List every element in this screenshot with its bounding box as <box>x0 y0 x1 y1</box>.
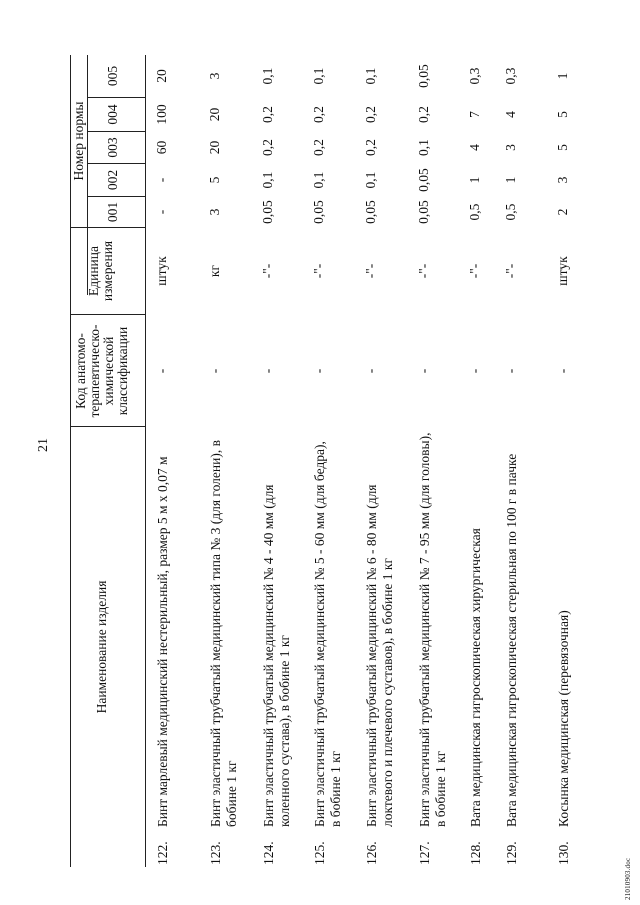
row-unit: -"- <box>311 263 326 279</box>
row-norm-004: 5 <box>555 111 570 118</box>
row-unit: -"- <box>467 263 482 279</box>
row-norm-002: 3 <box>555 176 570 184</box>
row-norm-005: 0,1 <box>363 67 378 85</box>
row-name: Косынка медицинская (перевязочная) <box>556 610 571 827</box>
row-norm-004: 0,2 <box>260 106 275 123</box>
col-border-3 <box>70 227 145 228</box>
row-norm-004: 100 <box>154 104 169 125</box>
row-norm-003: 3 <box>503 144 518 151</box>
header-unit: Единица измерения <box>86 240 115 302</box>
row-norm-003: 0,2 <box>311 139 326 156</box>
row-norm-005: 0,1 <box>311 67 326 85</box>
header-norm-001: 001 <box>105 201 120 223</box>
row-norm-002: 1 <box>467 176 482 184</box>
row-norm-003: 20 <box>207 140 222 155</box>
row-norm-003: 5 <box>555 144 570 151</box>
footer-filename: 21010903.doc <box>624 857 632 900</box>
row-unit: -"- <box>363 263 378 279</box>
row-norm-001: - <box>154 209 169 215</box>
row-norm-005: 20 <box>154 69 169 83</box>
row-number: 123. <box>208 841 223 865</box>
row-norm-004: 0,2 <box>416 106 431 123</box>
row-name: Вата медицинская гигроскопическая стерильная по 100 г в пачке <box>504 453 519 827</box>
row-norm-005: 0,1 <box>260 67 275 85</box>
row-number: 122. <box>155 841 170 865</box>
header-norm-group: Номер нормы <box>71 101 86 181</box>
header-norm-005: 005 <box>105 65 120 87</box>
row-norm-003: 0,2 <box>363 139 378 156</box>
row-code: - <box>260 368 275 374</box>
row-norm-002: 0,05 <box>416 168 431 192</box>
row-number: 125. <box>312 841 327 865</box>
row-norm-001: 0,5 <box>467 203 482 221</box>
row-name: Бинт эластичный трубчатый медицинский № 5 - 60 мм (для бедра), в бобине 1 кг <box>312 441 343 827</box>
row-norm-001: 0,05 <box>363 200 378 224</box>
row-norm-003: 0,1 <box>416 139 431 156</box>
row-code: - <box>503 368 518 374</box>
row-norm-004: 0,2 <box>311 106 326 123</box>
row-unit: -"- <box>416 263 431 279</box>
row-norm-003: 0,2 <box>260 139 275 156</box>
row-number: 124. <box>261 841 276 865</box>
row-code: - <box>416 368 431 374</box>
row-norm-001: 0,05 <box>311 200 326 224</box>
row-number: 129. <box>504 841 519 865</box>
row-code: - <box>555 368 570 374</box>
row-norm-002: 0,1 <box>363 171 378 189</box>
row-norm-004: 20 <box>207 107 222 122</box>
page-number: 21 <box>36 438 51 452</box>
row-norm-002: 0,1 <box>311 171 326 189</box>
row-norm-002: 5 <box>207 176 222 184</box>
row-norm-005: 1 <box>555 72 570 80</box>
row-norm-002: - <box>154 177 169 183</box>
row-code: - <box>207 368 222 374</box>
row-unit: -"- <box>260 263 275 279</box>
row-norm-004: 4 <box>503 111 518 118</box>
table-header-border <box>145 55 146 867</box>
row-unit: -"- <box>503 263 518 279</box>
row-code: - <box>154 368 169 374</box>
row-norm-005: 0,3 <box>467 67 482 85</box>
row-norm-001: 0,05 <box>260 200 275 224</box>
row-norm-005: 3 <box>207 72 222 80</box>
row-unit: штук <box>555 256 570 286</box>
row-norm-001: 2 <box>555 208 570 216</box>
header-code: Код анатомо-терапевтическо-химической классификации <box>73 324 130 418</box>
row-name: Бинт эластичный трубчатый медицинский типа № 3 (для голени), в бобине 1 кг <box>208 440 239 827</box>
header-norm-003: 003 <box>105 137 120 158</box>
row-norm-002: 1 <box>503 176 518 184</box>
row-name: Бинт эластичный трубчатый медицинский № 7 - 95 мм (для головы), в бобине 1 кг <box>417 432 448 827</box>
row-unit: штук <box>154 256 169 286</box>
row-number: 128. <box>468 841 483 865</box>
header-norm-002: 002 <box>105 169 120 191</box>
row-number: 127. <box>417 841 432 865</box>
row-name: Бинт марлевый медицинский нестерильный, размер 5 м х 0,07 м <box>155 456 170 827</box>
row-norm-001: 3 <box>207 208 222 216</box>
row-number: 126. <box>364 841 379 865</box>
row-norm-001: 0,5 <box>503 203 518 221</box>
row-norm-005: 0,3 <box>503 67 518 85</box>
row-name: Бинт эластичный трубчатый медицинский № 4 - 40 мм (для коленного сустава), в бобине 1 кг <box>261 484 292 827</box>
col-border-2 <box>70 314 145 315</box>
row-norm-001: 0,05 <box>416 200 431 224</box>
row-code: - <box>363 368 378 374</box>
row-norm-004: 0,2 <box>363 106 378 123</box>
row-norm-005: 0,05 <box>416 64 431 88</box>
row-norm-002: 0,1 <box>260 171 275 189</box>
row-code: - <box>467 368 482 374</box>
row-name: Вата медицинская гигроскопическая хирургическая <box>468 528 483 827</box>
row-norm-004: 7 <box>467 111 482 118</box>
header-norm-004: 004 <box>105 104 120 125</box>
row-name: Бинт эластичный трубчатый медицинский № 6 - 80 мм (для локтевого и плечевого суставов), в бобине 1 кг <box>364 484 395 827</box>
row-norm-003: 4 <box>467 144 482 151</box>
row-number: 130. <box>556 841 571 865</box>
row-code: - <box>311 368 326 374</box>
row-unit: кг <box>207 264 222 278</box>
row-norm-003: 60 <box>154 140 169 155</box>
header-name: Наименование изделия <box>94 580 109 714</box>
